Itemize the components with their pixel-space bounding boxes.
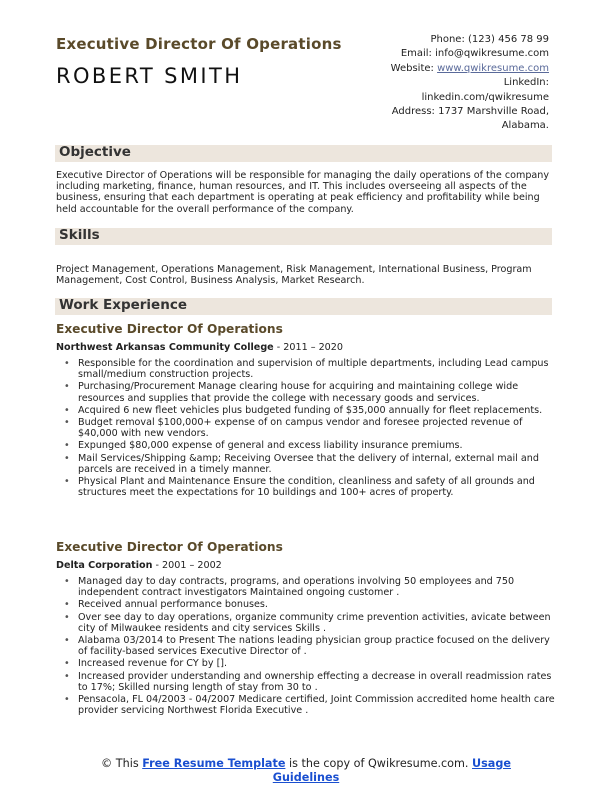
list-item: • Managed day to day contracts, programs, and operations involving 50 employees and 750 independent contract investigators Maintained ongoing customer . — [56, 576, 556, 598]
objective-heading: Objective — [59, 144, 131, 160]
job-title: Executive Director Of Operations — [56, 540, 283, 554]
address-line2: Alabama. — [501, 120, 549, 132]
objective-section-header — [55, 145, 552, 162]
website-link[interactable]: www.qwikresume.com — [437, 62, 549, 74]
skills-heading: Skills — [59, 227, 100, 243]
usage-link[interactable]: Usage — [472, 757, 511, 770]
list-item: • Purchasing/Procurement Manage clearing house for acquiring and maintaining college wide resources and supplies that provide the college with necessary goods and services. — [56, 381, 556, 403]
list-item: • Budget removal $100,000+ expense of on campus vendor and foresee projected revenue of $40,000 with new vendors. — [56, 417, 556, 439]
footer-prefix: © This — [101, 757, 143, 770]
job-company: Delta Corporation — [56, 560, 153, 571]
work-experience-heading: Work Experience — [59, 297, 187, 313]
linkedin-label: LinkedIn: — [503, 77, 549, 89]
website-label: Website: — [390, 62, 434, 74]
free-resume-template-link[interactable]: Free Resume Template — [142, 757, 286, 770]
list-item: • Responsible for the coordination and supervision of multiple departments, including Lead campus small/medium construction projects. — [56, 358, 556, 380]
address-line1: 1737 Marshville Road, — [438, 106, 549, 118]
list-item: • Acquired 6 new fleet vehicles plus budgeted funding of $35,000 annually for fleet replacements. — [56, 405, 556, 416]
job-dates: - 2011 – 2020 — [273, 342, 343, 353]
footer — [0, 757, 612, 785]
contact-address — [391, 105, 549, 119]
job-bullets — [56, 358, 556, 499]
list-item: • Mail Services/Shipping &amp; Receiving Oversee that the delivery of internal, external mail and parcels are received in a timely manner. — [56, 453, 556, 475]
job-company: Northwest Arkansas Community College — [56, 342, 274, 353]
contact-phone — [391, 33, 549, 47]
job-company-line — [56, 560, 222, 571]
list-item: • Received annual performance bonuses. — [56, 599, 556, 610]
job-title: Executive Director Of Operations — [56, 322, 283, 336]
job-bullets — [56, 576, 556, 717]
objective-text: Executive Director of Operations will be responsible for managing the daily operations of the company including marketing, finance, human resources, and IT. This includes overseeing all aspects of the business, ensuring that each department is operating at peak efficiency and profitability while being held accountable for the overall performance of the company. — [56, 170, 550, 215]
contact-block — [391, 33, 549, 134]
skills-text: Project Management, Operations Management, Risk Management, International Business, Program Management, Cost Control, Business Analysis, Market Research. — [56, 264, 532, 287]
list-item: • Alabama 03/2014 to Present The nations leading physician group practice focused on the delivery of facility-based services Executive Director of . — [56, 635, 556, 657]
contact-website — [391, 62, 549, 76]
list-item: • Increased provider understanding and ownership effecting a decrease in overall readmission rates to 17%; Skilled nursing length of stay from 30 to . — [56, 671, 556, 693]
linkedin-value: linkedin.com/qwikresume — [421, 91, 549, 103]
phone-value: (123) 456 78 99 — [468, 34, 549, 45]
email-label: Email: — [400, 48, 432, 60]
list-item: • Over see day to day operations, organize community crime prevention activities, avicate between city of Milwaukee residents and city services Skills . — [56, 612, 556, 634]
phone-label: Phone: — [430, 34, 465, 45]
job-company-line — [56, 342, 343, 353]
contact-email — [391, 47, 549, 61]
list-item: • Pensacola, FL 04/2003 - 04/2007 Medicare certified, Joint Commission accredited home health care provider servicing Northwest Florida Executive . — [56, 694, 556, 716]
email-value: info@qwikresume.com — [435, 48, 549, 60]
work-experience-section-header — [55, 298, 552, 315]
skills-section-header — [55, 228, 552, 245]
footer-middle: is the copy of Qwikresume.com. — [285, 757, 473, 770]
list-item: • Expunged $80,000 expense of general and excess liability insurance premiums. — [56, 440, 556, 451]
list-item: • Physical Plant and Maintenance Ensure the condition, cleanliness and safety of all grounds and structures meet the expectations for 10 buildings and 100+ acres of property. — [56, 476, 556, 498]
address-label: Address: — [391, 106, 435, 118]
guidelines-link[interactable]: Guidelines — [272, 771, 340, 784]
resume-job-title: Executive Director Of Operations — [56, 35, 342, 53]
job-dates: - 2001 – 2002 — [152, 560, 222, 571]
list-item: • Increased revenue for CY by []. — [56, 658, 556, 669]
candidate-name: ROBERT SMITH — [56, 64, 243, 88]
